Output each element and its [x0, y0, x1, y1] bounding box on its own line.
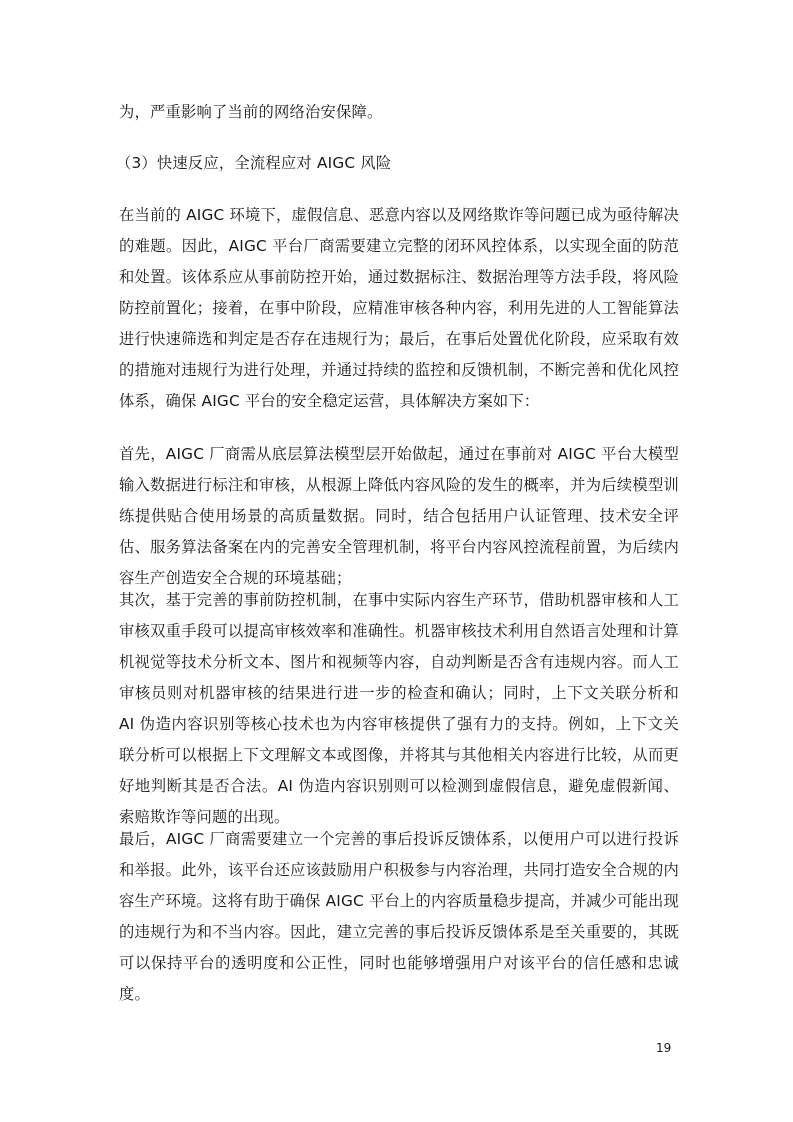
continuation-paragraph: 为，严重影响了当前的网络治安保障。 [119, 103, 383, 121]
paragraph-first: 首先，AIGC 厂商需从底层算法模型层开始做起，通过在事前对 AIGC 平台大模型输入数据进行标注和审核，从根源上降低内容风险的发生的概率，并为后续模型训练提供贴合使用场景的高质量数据。同时，结合包括用户认证管理、技术安全评估、服务算法备案在内的完善安全管理机制，将平台内容风控流程前置，为后续内容生产创造安全合规的环境基础； [119, 445, 679, 587]
paragraph-intro: 在当前的 AIGC 环境下，虚假信息、恶意内容以及网络欺诈等问题已成为亟待解决的难题。因此，AIGC 平台厂商需要建立完整的闭环风控体系，以实现全面的防范和处置。该体系应从事前防控开始，通过数据标注、数据治理等方法手段，将风险防控前置化；接着，在事中阶段，应精准审核各种内容，利用先进的人工智能算法进行快速筛选和判定是否存在违规行为；最后，在事后处置优化阶段，应采取有效的措施对违规行为进行处理，并通过持续的监控和反馈机制，不断完善和优化风控体系，确保 AIGC 平台的安全稳定运营，具体解决方案如下： [119, 206, 679, 410]
section-heading: （3）快速反应，全流程应对 AIGC 风险 [116, 154, 392, 172]
page-number: 19 [656, 1041, 672, 1055]
paragraph-final: 最后，AIGC 厂商需要建立一个完善的事后投诉反馈体系，以便用户可以进行投诉和举报。此外，该平台还应该鼓励用户积极参与内容治理，共同打造安全合规的内容生产环境。这将有助于确保 AIGC 平台上的内容质量稳步提高，并减少可能出现的违规行为和不当内容。因此，建立完善的事后投诉反馈体系是至关重要的，其既可以保持平台的透明度和公正性，同时也能够增强用户对该平台的信任感和忠诚度。 [119, 830, 679, 1003]
paragraph-second: 其次，基于完善的事前防控机制，在事中实际内容生产环节，借助机器审核和人工审核双重手段可以提高审核效率和准确性。机器审核技术利用自然语言处理和计算机视觉等技术分析文本、图片和视频等内容，自动判断是否含有违规内容。而人工审核员则对机器审核的结果进行进一步的检查和确认；同时，上下文关联分析和 AI 伪造内容识别等核心技术也为内容审核提供了强有力的支持。例如，上下文关联分析可以根据上下文理解文本或图像，并将其与其他相关内容进行比较，从而更好地判断其是否合法。AI 伪造内容识别则可以检测到虚假信息，避免虚假新闻、索赔欺诈等问题的出现。 [119, 591, 679, 826]
